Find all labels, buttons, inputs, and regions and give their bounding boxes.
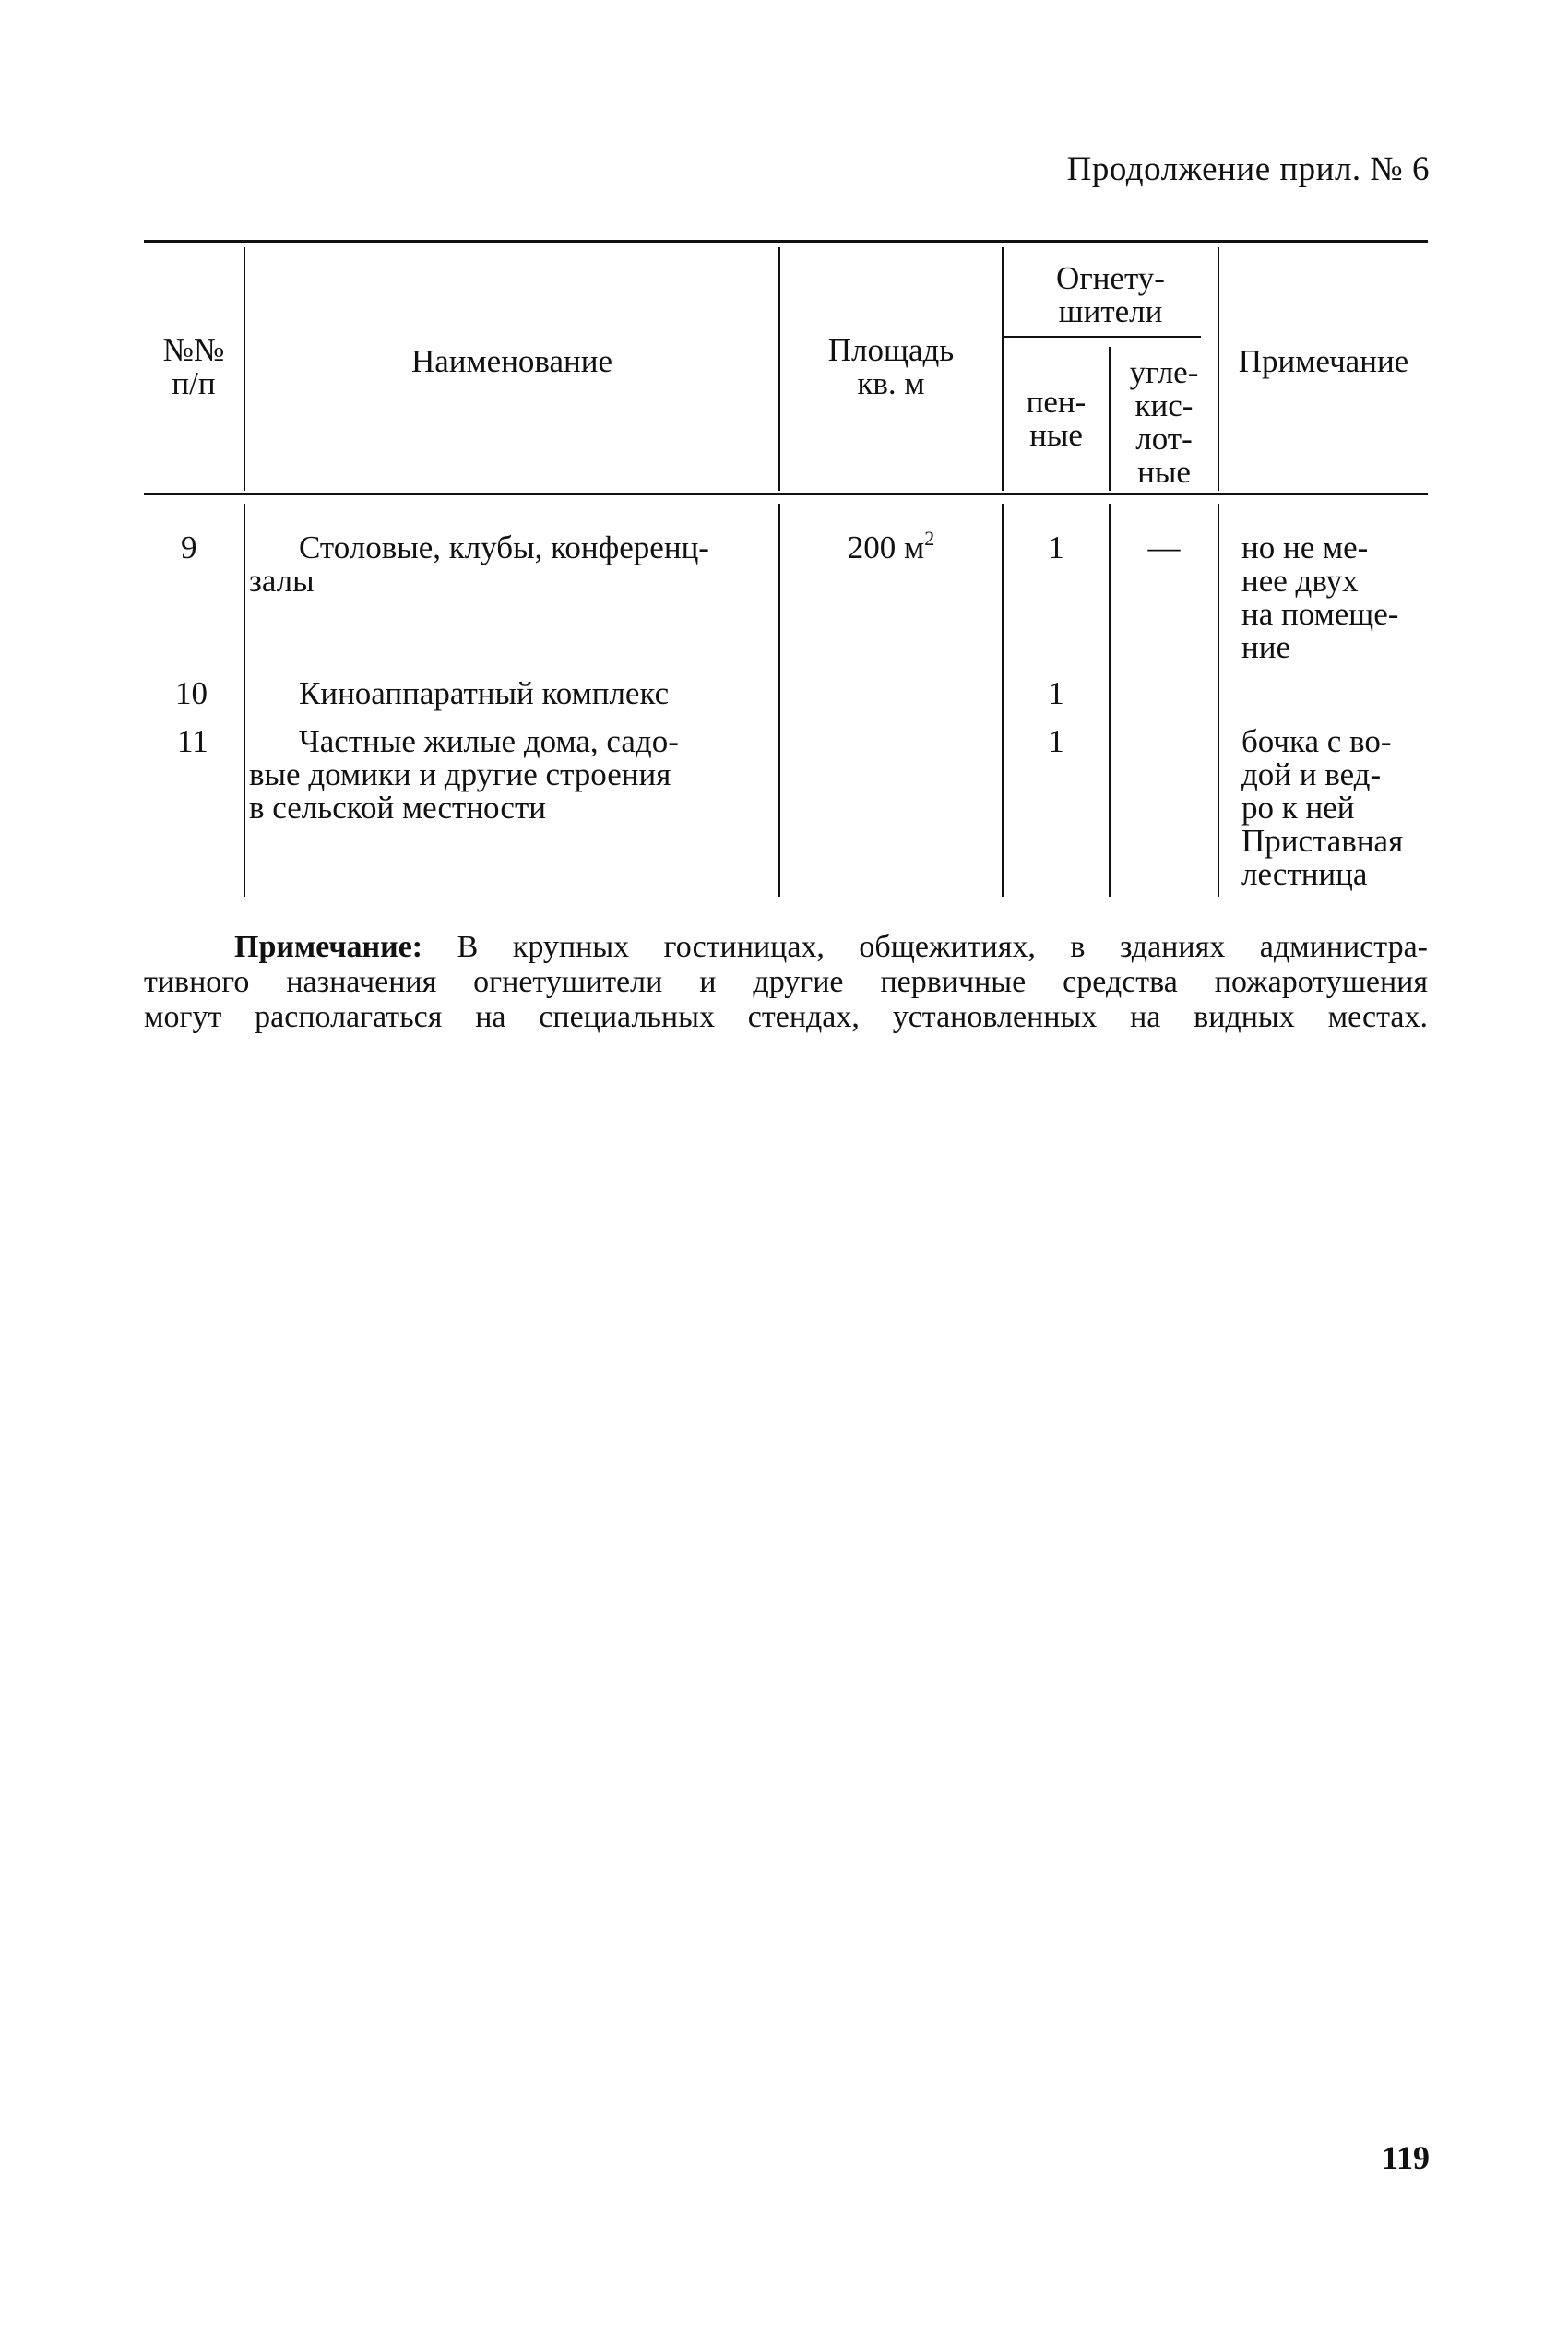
header-co2-line4: ные <box>1137 454 1191 490</box>
extinguishers-sub-rule <box>1004 336 1201 338</box>
footnote-line1-text: В крупных гостиницах, общежитиях, в зданиях администра- <box>422 930 1428 964</box>
row-9-foam: 1 <box>1048 529 1064 565</box>
header-foam <box>1004 386 1109 452</box>
row-11-name <box>249 725 762 825</box>
row-11-name-line1: Частные жилые дома, садо- <box>299 723 679 759</box>
row-11-note-line3: ро к ней <box>1241 790 1355 826</box>
footnote-line3: могут располагаться на специальных стендах, установленных на видных местах. <box>144 1000 1428 1034</box>
header-extinguishers-line2: шители <box>1058 293 1163 329</box>
header-area-line1: Площадь <box>827 332 955 368</box>
row-9-area-sup: 2 <box>924 527 935 550</box>
row-9-num: 9 <box>181 529 197 565</box>
header-extinguishers <box>1004 262 1218 328</box>
row-9-name-line1: Столовые, клубы, конференц- <box>299 529 709 565</box>
header-num-line2: п/п <box>172 365 216 401</box>
row-10-foam: 1 <box>1048 675 1064 711</box>
row-9-note-line1: но не ме- <box>1241 529 1369 565</box>
footnote <box>144 930 1428 1035</box>
row-9-name-line2: залы <box>249 563 315 599</box>
header-co2 <box>1111 356 1218 489</box>
row-9-note <box>1241 531 1426 664</box>
header-area-line2: кв. м <box>857 365 925 401</box>
row-10-num: 10 <box>175 675 208 711</box>
row-10-name-line1: Киноаппаратный комплекс <box>299 675 670 711</box>
row-9-co2: — <box>1147 529 1181 565</box>
footnote-line1 <box>144 930 1428 965</box>
row-11-note-line5: лестница <box>1241 856 1368 892</box>
footnote-label: Примечание: <box>234 930 423 964</box>
row-9-note-line4: ние <box>1241 629 1290 665</box>
row-11-name-line3: в сельской местности <box>249 790 546 826</box>
row-10-name <box>249 677 762 710</box>
header-co2-line1: угле- <box>1129 354 1199 390</box>
header-name: Наименование <box>410 343 613 379</box>
continuation-header: Продолжение прил. № 6 <box>1066 150 1430 188</box>
row-9-name <box>249 531 762 598</box>
row-11-name-line2: вые домики и другие строения <box>249 756 671 792</box>
row-9-area-value: 200 м <box>847 529 925 565</box>
header-foam-line1: пен- <box>1026 384 1087 420</box>
row-11-foam: 1 <box>1048 723 1064 759</box>
header-note: Примечание <box>1238 343 1409 379</box>
header-num-line1: №№ <box>162 332 225 368</box>
header-co2-line2: кис- <box>1134 387 1194 423</box>
row-11-note <box>1241 725 1430 891</box>
page-number: 119 <box>1381 2139 1430 2176</box>
header-num <box>144 334 244 400</box>
row-9-area <box>780 527 1002 565</box>
table-top-rule <box>144 240 1428 243</box>
row-11-note-line4: Приставная <box>1241 823 1404 859</box>
header-co2-line3: лот- <box>1135 421 1193 457</box>
row-9-note-line3: на помеще- <box>1241 596 1399 632</box>
header-foam-line2: ные <box>1029 417 1083 453</box>
col-divider-5-body <box>1218 504 1219 897</box>
header-extinguishers-line1: Огнету- <box>1056 260 1165 296</box>
row-9-note-line2: нее двух <box>1241 563 1359 599</box>
footnote-line2: тивного назначения огнетушители и другие первичные средства пожаротушения <box>144 965 1428 999</box>
row-11-num: 11 <box>177 723 208 759</box>
row-11-note-line2: дой и вед- <box>1241 756 1382 792</box>
row-11-note-line1: бочка с во- <box>1241 723 1392 759</box>
header-area <box>780 334 1002 400</box>
col-divider-1-body <box>244 504 245 897</box>
table-header-rule <box>144 493 1428 495</box>
